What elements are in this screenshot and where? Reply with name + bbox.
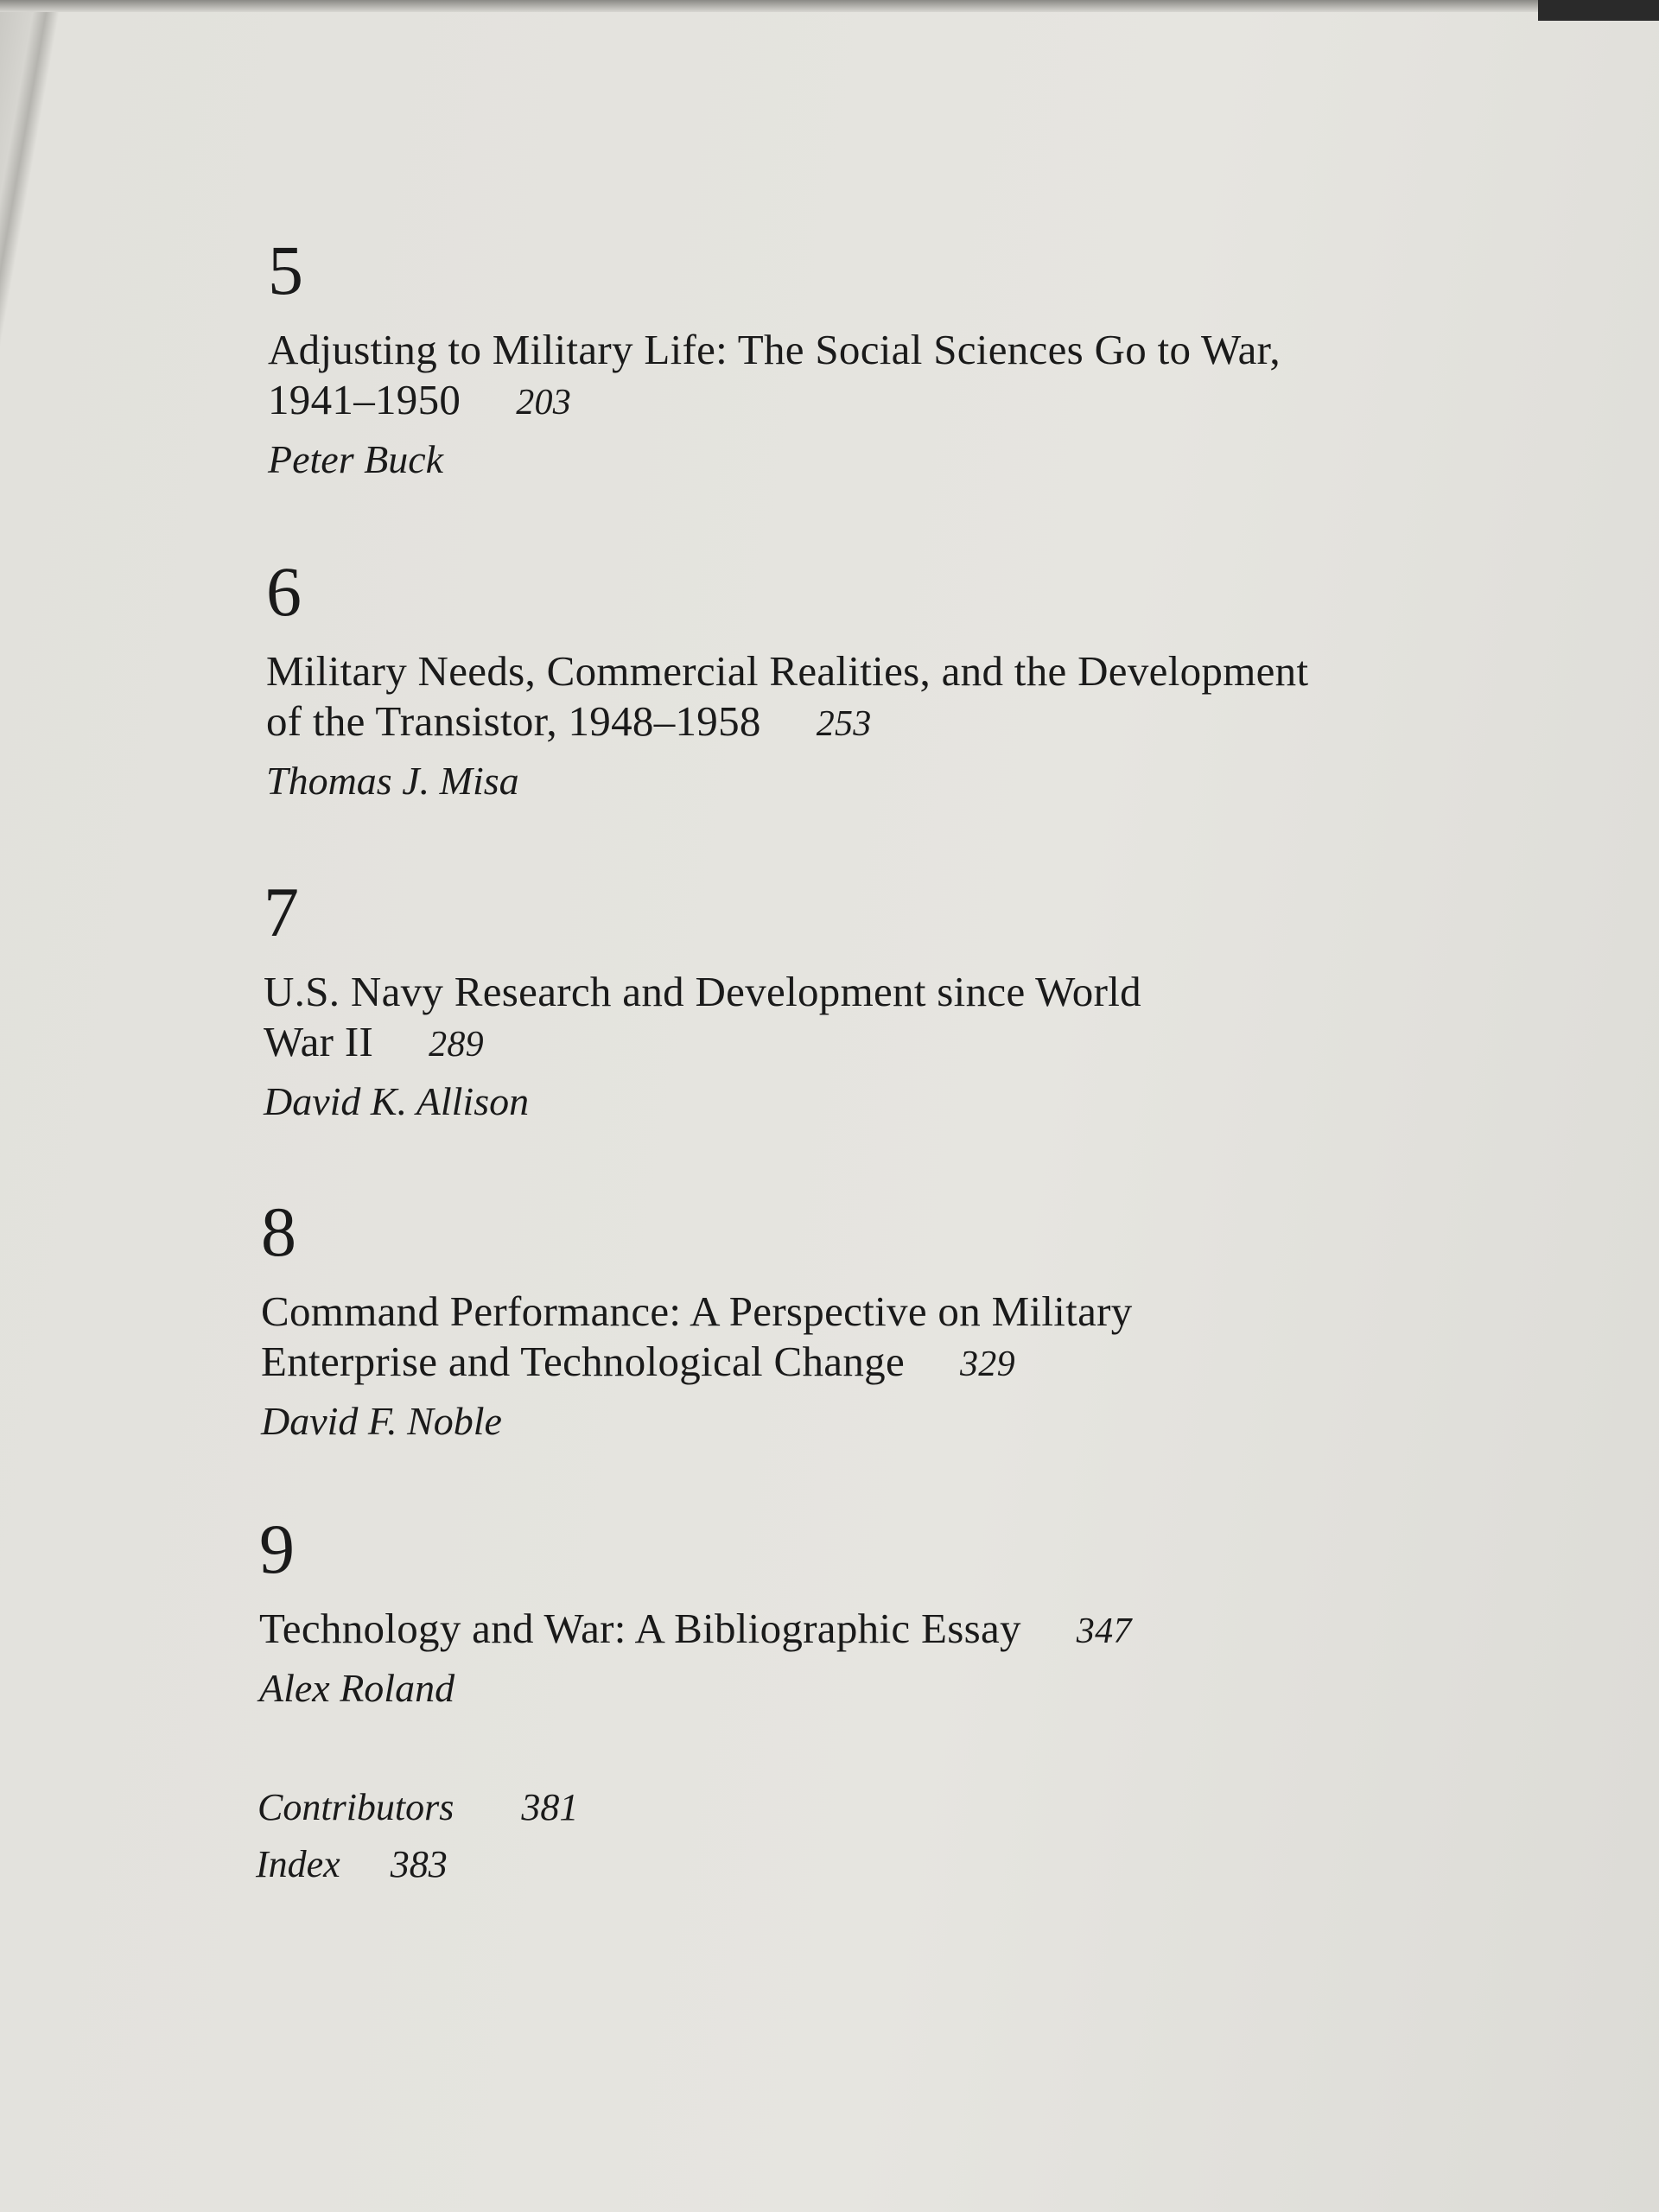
- chapter-number: 8: [261, 1192, 296, 1271]
- page-number: 253: [816, 704, 872, 744]
- toc-entry-7: [264, 873, 1141, 1127]
- page-number: 329: [960, 1344, 1015, 1384]
- page-number: 203: [516, 383, 572, 423]
- page-number: 347: [1076, 1611, 1132, 1651]
- chapter-title: U.S. Navy Research and Development since World War II 289: [264, 968, 1141, 1065]
- page-number: 383: [390, 1843, 448, 1885]
- chapter-author: Alex Roland: [259, 1666, 455, 1710]
- chapter-title: Command Performance: A Perspective on Military Enterprise and Technological Change 329: [261, 1287, 1133, 1385]
- toc-entry-5: [268, 231, 1281, 485]
- chapter-number: 6: [266, 552, 302, 631]
- page-top-edge: [0, 0, 1659, 12]
- chapter-number: 9: [259, 1510, 295, 1588]
- back-matter-index: Index 383: [256, 1843, 448, 1885]
- chapter-title: Military Needs, Commercial Realities, and the Development of the Transistor, 1948–1958 253: [266, 647, 1309, 745]
- chapter-author: David K. Allison: [264, 1079, 530, 1123]
- chapter-author: David F. Noble: [261, 1399, 502, 1443]
- chapter-number: 7: [264, 873, 299, 951]
- toc-entry-6: [266, 552, 1309, 806]
- chapter-title: Technology and War: A Bibliographic Essay 347: [259, 1605, 1132, 1652]
- page-number: 381: [521, 1786, 579, 1828]
- background-object: [1538, 0, 1659, 21]
- chapter-title: Adjusting to Military Life: The Social Sciences Go to War, 1941–1950 203: [268, 326, 1281, 423]
- chapter-number: 5: [268, 231, 303, 309]
- chapter-author: Peter Buck: [268, 437, 444, 481]
- toc-entry-8: [261, 1192, 1133, 1446]
- toc-entry-9: [259, 1510, 1132, 1713]
- page-number: 289: [429, 1025, 484, 1065]
- chapter-author: Thomas J. Misa: [266, 759, 519, 803]
- back-matter-contributors: Contributors 381: [257, 1786, 579, 1828]
